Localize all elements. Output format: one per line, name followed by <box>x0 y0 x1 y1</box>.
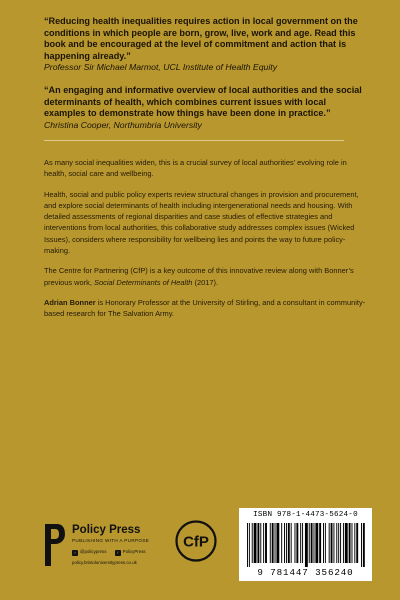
barcode-bar <box>331 523 333 563</box>
publisher-website: policy.bristoluniversitypress.co.uk <box>72 560 137 565</box>
barcode-bar <box>260 523 261 563</box>
section-divider <box>44 140 344 141</box>
barcode-bar <box>252 523 253 563</box>
barcode-bar <box>295 523 296 563</box>
barcode-bar <box>345 523 348 563</box>
barcode-bar <box>309 523 310 563</box>
publisher-name: Policy Press <box>72 524 141 536</box>
barcode-bar <box>254 523 257 563</box>
cfp-logo-text: CfP <box>183 533 209 551</box>
barcode-bar <box>265 523 267 563</box>
barcode-bar <box>361 523 362 567</box>
twitter-icon: t <box>72 550 78 556</box>
quote-attribution: Christina Cooper, Northumbria University <box>44 119 202 130</box>
barcode-bar <box>305 523 308 567</box>
barcode-bar <box>325 523 326 563</box>
isbn-barcode <box>239 508 372 581</box>
blurb-paragraph-3 <box>44 265 366 288</box>
publisher-tagline: PUBLISHING WITH A PURPOSE <box>72 538 150 543</box>
blurb-p3-start: The Centre for Partnering (CfP) is a key outcome of this innovative review along with Bonner’s previous work, <box>44 266 354 287</box>
author-bio <box>44 297 366 320</box>
isbn-label: ISBN 978-1-4473-5624-0 <box>253 511 358 519</box>
barcode-bar <box>263 523 264 563</box>
barcode-bar <box>300 523 301 563</box>
barcode-bar <box>288 523 290 563</box>
barcode-bar <box>329 523 330 563</box>
barcode-bar <box>302 523 303 563</box>
endorsement-quote-1 <box>44 16 364 74</box>
twitter-handle <box>72 549 106 556</box>
author-name: Adrian Bonner <box>44 297 96 307</box>
barcode-bar <box>336 523 337 563</box>
barcode-bar <box>296 523 298 563</box>
barcode-bars <box>247 523 365 567</box>
barcode-bar <box>343 523 344 563</box>
previous-book-title: Social Determinants of Health <box>94 277 193 287</box>
barcode-bar <box>356 523 358 563</box>
publisher-imprint <box>44 522 194 574</box>
barcode-bar <box>276 523 279 563</box>
barcode-bar <box>315 523 318 563</box>
twitter-text: @policypress <box>80 549 107 554</box>
barcode-bar <box>286 523 287 563</box>
barcode-bar <box>349 523 351 563</box>
facebook-icon: f <box>115 550 121 556</box>
barcode-bar <box>257 523 259 563</box>
barcode-bar <box>333 523 334 563</box>
barcode-bar <box>323 523 324 563</box>
barcode-bar <box>272 523 274 563</box>
barcode-bar <box>281 523 282 563</box>
barcode-bar <box>352 523 353 563</box>
barcode-bar <box>270 523 271 563</box>
isbn-digits: 9 781447 356240 <box>257 567 354 578</box>
facebook-text: PolicyPress <box>122 549 146 554</box>
quote-attribution: Professor Sir Michael Marmot, UCL Institute of Health Equity <box>44 62 278 73</box>
quote-text: “An engaging and informative overview of local authorities and the social determinants of health, which combines current issues with local examples to demonstrate how things have been done in practice.” <box>44 84 362 119</box>
blurb-paragraph-2: Health, social and public policy experts review structural changes in provision and procurement, and explore social determinants of health including intergenerational needs and housing. With detailed assessments of regional disparities and case studies of effective strategies and interventions from local authorities, this collaborative study addresses complex issues (Wicked Issues), considers where responsibility for wellbeing lies and points the way to future policy-making. <box>44 189 359 256</box>
endorsement-quote-2 <box>44 85 364 131</box>
barcode-bar <box>319 523 321 563</box>
facebook-handle <box>115 549 146 556</box>
barcode-bar <box>284 523 285 563</box>
publisher-social <box>72 549 153 556</box>
policy-press-p-logo-icon <box>44 522 66 568</box>
endorsement-quotes <box>44 16 364 142</box>
barcode-bar <box>354 523 355 563</box>
barcode-bar <box>340 523 341 563</box>
barcode-bar <box>338 523 339 563</box>
barcode-bar <box>311 523 313 563</box>
author-bio-text: is Honorary Professor at the University of Stirling, and a consultant in community-based research for The Salvation Army. <box>44 297 366 319</box>
cfp-circle-logo-icon <box>174 519 218 563</box>
blurb-p3-end: (2017). <box>192 277 219 287</box>
blurb <box>44 157 366 329</box>
barcode-bar <box>363 523 365 567</box>
barcode-bar <box>314 523 315 563</box>
blurb-paragraph-1: As many social inequalities widen, this is a crucial survey of local authorities’ evolving role in health, social care and wellbeing. <box>44 158 347 179</box>
quote-text: “Reducing health inequalities requires action in local government on the conditions in which people are born, grow, live, work and age. Read this book and be encouraged at the level of commitment and action that is happening already.” <box>44 16 358 61</box>
barcode-bar <box>247 523 248 567</box>
barcode-bar <box>249 523 250 567</box>
barcode-bar <box>275 523 276 563</box>
barcode-bar <box>291 523 292 563</box>
